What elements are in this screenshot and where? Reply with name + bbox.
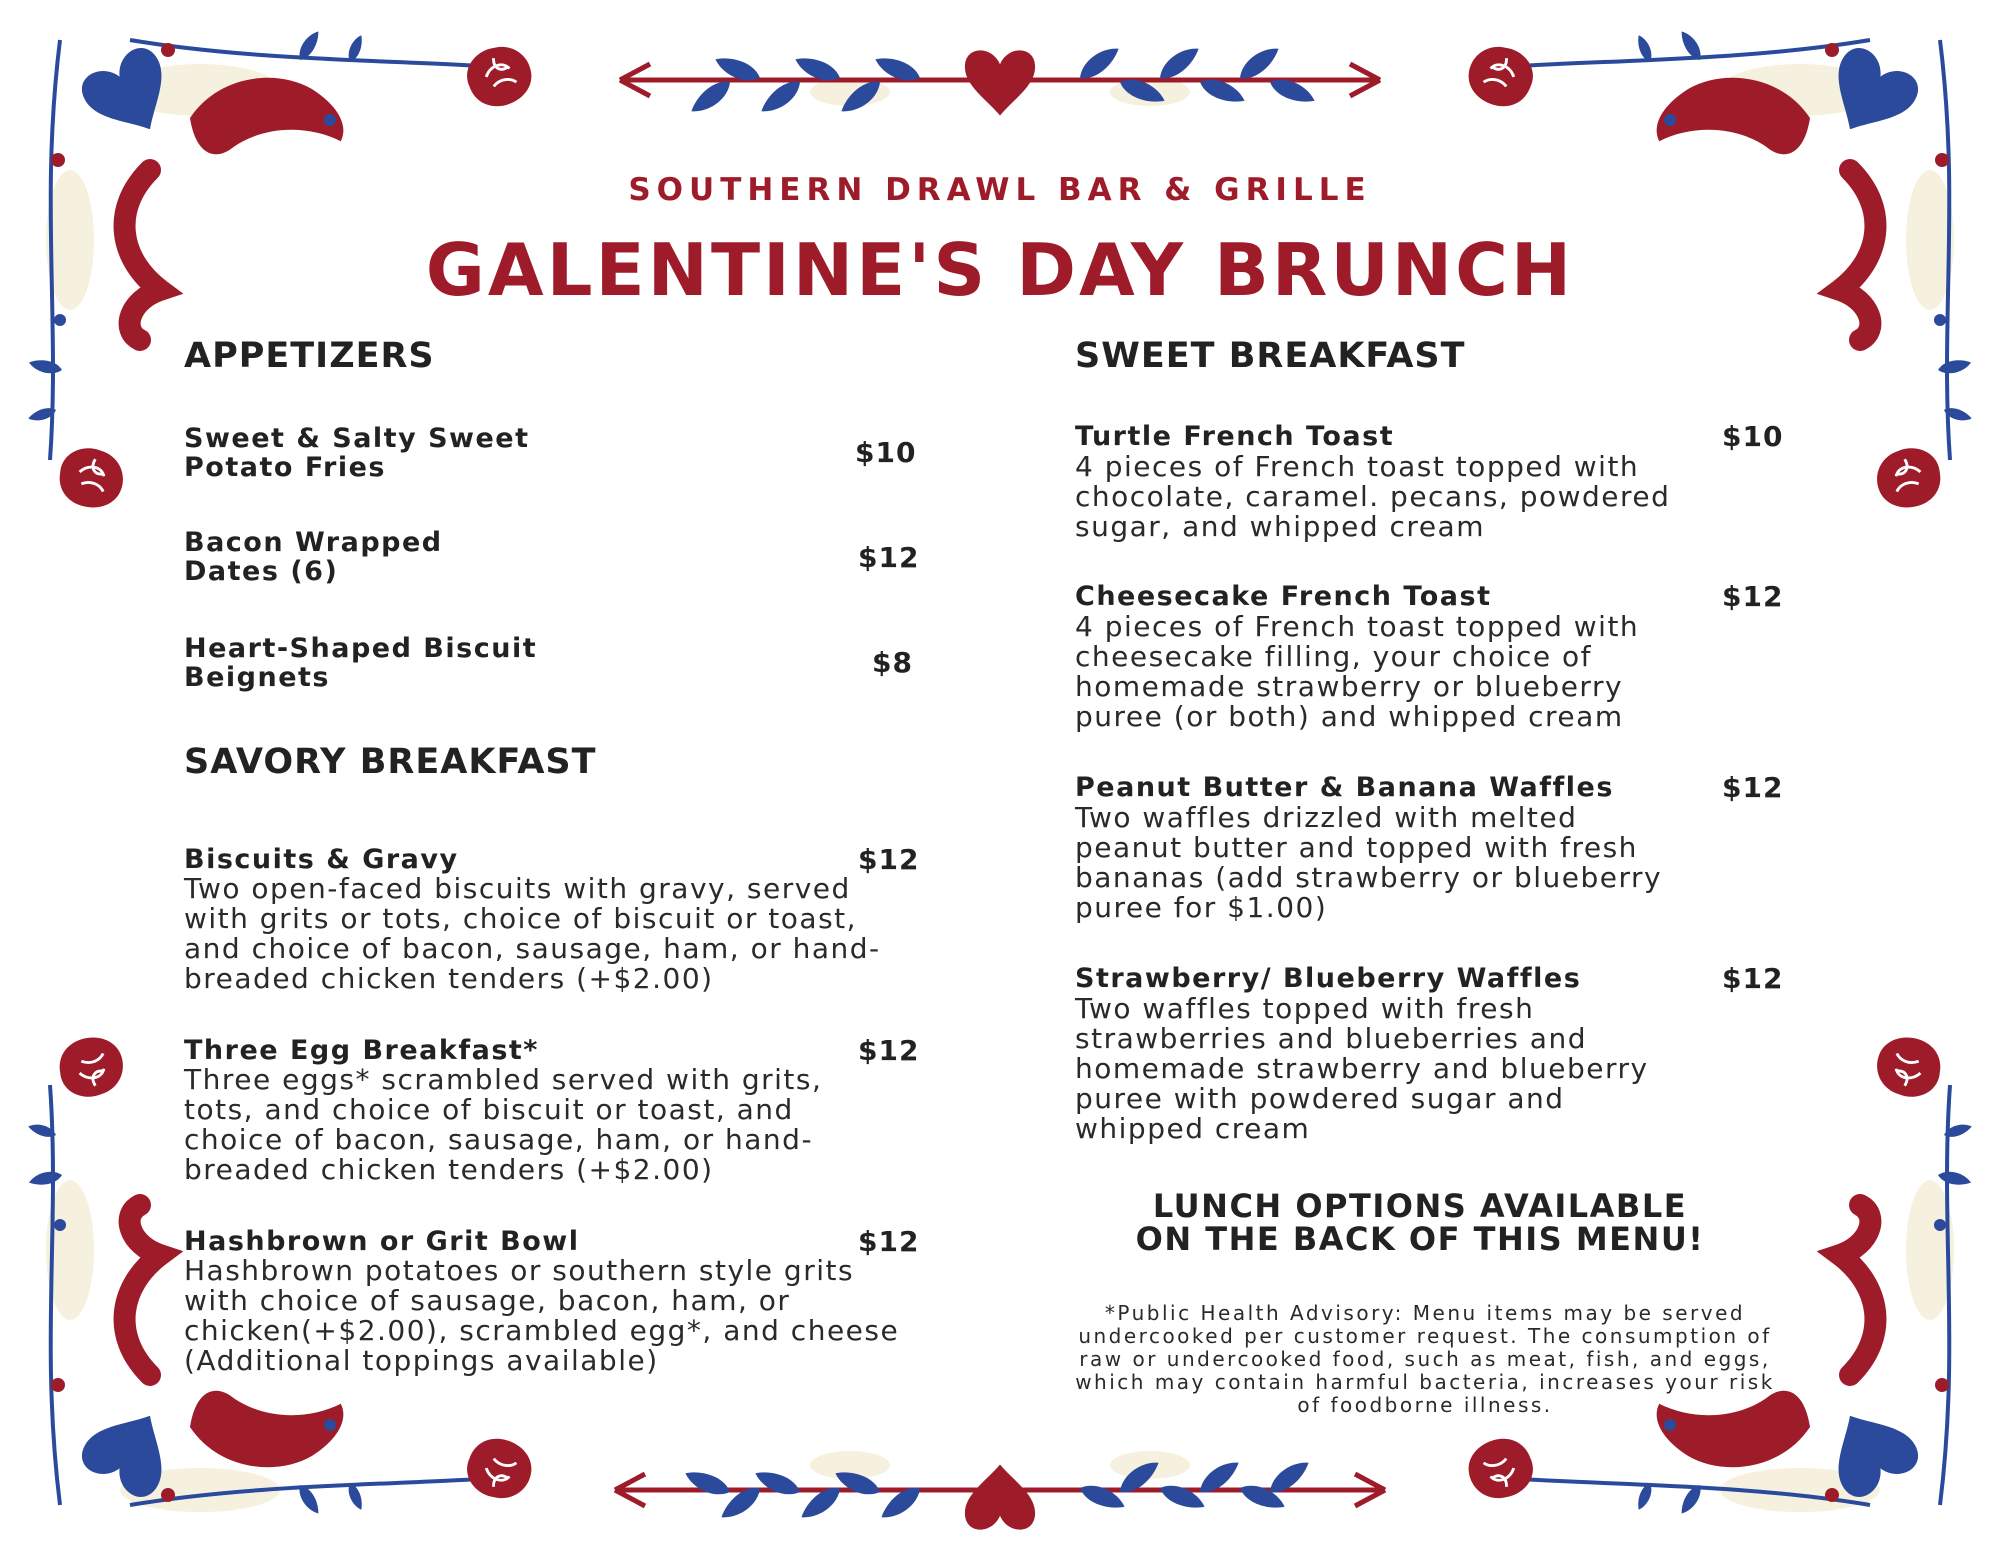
item-price: $12 <box>858 843 920 876</box>
item-price: $12 <box>1722 962 1784 995</box>
item-name-line: Beignets <box>184 662 330 693</box>
item-description: Two waffles topped with fresh strawberries and blueberries and homemade strawberry and blueberry puree with powdered sugar and whipped cream <box>1075 992 1649 1145</box>
item-name-line: Bacon Wrapped <box>184 527 443 558</box>
item-price: $10 <box>855 436 917 469</box>
item-name: Hashbrown or Grit Bowl <box>184 1226 580 1257</box>
item-price: $12 <box>1722 580 1784 613</box>
item-description: Two open-faced biscuits with gravy, served with grits or tots, choice of biscuit or toast, and choice of bacon, sausage, ham, or hand- breaded chicken tenders (+$2.00) <box>184 872 881 995</box>
item-name: Turtle French Toast <box>1075 421 1395 452</box>
public-health-advisory: *Public Health Advisory: Menu items may be served undercooked per customer request. The consumption of raw or undercooked food, such as meat, fish, and eggs, which may contain harmful bacteria, increases your risk of foodborne illness. <box>1075 1301 1775 1417</box>
item-name-line: Potato Fries <box>184 452 386 483</box>
restaurant-name: SOUTHERN DRAWL BAR & GRILLE <box>628 172 1372 208</box>
item-name: Strawberry/ Blueberry Waffles <box>1075 963 1582 994</box>
item-price: $12 <box>858 1225 920 1258</box>
item-description: 4 pieces of French toast topped with cheesecake filling, your choice of homemade strawberry or blueberry puree (or both) and whipped cream <box>1075 610 1640 733</box>
item-description: Hashbrown potatoes or southern style grits with choice of sausage, bacon, ham, or chicken(+$2.00), scrambled egg*, and cheese (Additional toppings available) <box>184 1254 900 1377</box>
savory-breakfast-heading: SAVORY BREAKFAST <box>184 742 597 782</box>
item-name: Cheesecake French Toast <box>1075 581 1492 612</box>
item-price: $10 <box>1722 420 1784 453</box>
item-price: $8 <box>872 646 913 679</box>
bottom-garland <box>615 1457 1385 1529</box>
item-name: Three Egg Breakfast* <box>184 1035 539 1066</box>
sweet-breakfast-heading: SWEET BREAKFAST <box>1075 336 1466 376</box>
lunch-options-note: LUNCH OPTIONS AVAILABLE ON THE BACK OF THIS MENU! <box>1135 1187 1705 1258</box>
item-name: Peanut Butter & Banana Waffles <box>1075 772 1614 803</box>
item-price: $12 <box>858 1034 920 1067</box>
item-name-line: Dates (6) <box>184 556 339 587</box>
top-garland <box>620 43 1380 116</box>
item-description: Two waffles drizzled with melted peanut butter and topped with fresh bananas (add strawberry or blueberry puree for $1.00) <box>1075 801 1663 924</box>
item-name-line: Sweet & Salty Sweet <box>184 423 530 454</box>
item-price: $12 <box>858 541 920 574</box>
item-description: 4 pieces of French toast topped with chocolate, caramel. pecans, powdered sugar, and whipped cream <box>1075 450 1671 543</box>
item-description: Three eggs* scrambled served with grits, tots, and choice of biscuit or toast, and choice of bacon, sausage, ham, or hand- breaded chicken tenders (+$2.00) <box>184 1063 823 1186</box>
appetizers-heading: APPETIZERS <box>184 336 435 376</box>
menu-title: GALENTINE'S DAY BRUNCH <box>425 228 1575 312</box>
item-name-line: Heart-Shaped Biscuit <box>184 633 538 664</box>
item-price: $12 <box>1722 771 1784 804</box>
item-name: Biscuits & Gravy <box>184 844 459 875</box>
